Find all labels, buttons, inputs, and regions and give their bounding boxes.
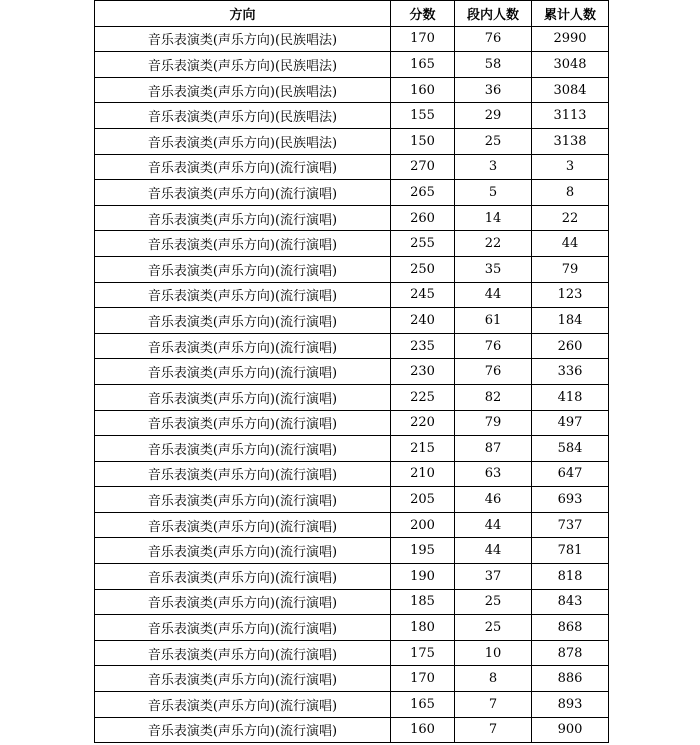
cell-segment-count: 36 — [455, 77, 532, 103]
table-row — [95, 461, 609, 487]
cell-direction: 音乐表演类(声乐方向)(流行演唱) — [95, 308, 391, 334]
cell-segment-count: 7 — [455, 692, 532, 718]
cell-score: 230 — [391, 359, 455, 385]
cell-cumulative-count: 868 — [532, 615, 609, 641]
cell-segment-count: 82 — [455, 384, 532, 410]
cell-cumulative-count: 3084 — [532, 77, 609, 103]
table-row — [95, 615, 609, 641]
cell-score: 190 — [391, 564, 455, 590]
cell-score: 165 — [391, 52, 455, 78]
table-row — [95, 410, 609, 436]
cell-direction: 音乐表演类(声乐方向)(流行演唱) — [95, 333, 391, 359]
cell-segment-count: 87 — [455, 436, 532, 462]
cell-score: 170 — [391, 26, 455, 52]
cell-cumulative-count: 2990 — [532, 26, 609, 52]
cell-cumulative-count: 843 — [532, 589, 609, 615]
cell-direction: 音乐表演类(声乐方向)(流行演唱) — [95, 692, 391, 718]
cell-cumulative-count: 737 — [532, 512, 609, 538]
cell-score: 165 — [391, 692, 455, 718]
cell-segment-count: 25 — [455, 615, 532, 641]
cell-direction: 音乐表演类(声乐方向)(流行演唱) — [95, 564, 391, 590]
table-row — [95, 180, 609, 206]
cell-direction: 音乐表演类(声乐方向)(流行演唱) — [95, 461, 391, 487]
cell-cumulative-count: 818 — [532, 564, 609, 590]
cell-cumulative-count: 3113 — [532, 103, 609, 129]
cell-segment-count: 63 — [455, 461, 532, 487]
cell-cumulative-count: 886 — [532, 666, 609, 692]
cell-segment-count: 44 — [455, 512, 532, 538]
cell-direction: 音乐表演类(声乐方向)(流行演唱) — [95, 640, 391, 666]
cell-direction: 音乐表演类(声乐方向)(流行演唱) — [95, 180, 391, 206]
cell-segment-count: 25 — [455, 128, 532, 154]
cell-direction: 音乐表演类(声乐方向)(民族唱法) — [95, 103, 391, 129]
header-score: 分数 — [391, 1, 455, 27]
table-row — [95, 666, 609, 692]
cell-cumulative-count: 497 — [532, 410, 609, 436]
cell-cumulative-count: 260 — [532, 333, 609, 359]
cell-cumulative-count: 693 — [532, 487, 609, 513]
cell-direction: 音乐表演类(声乐方向)(流行演唱) — [95, 615, 391, 641]
cell-direction: 音乐表演类(声乐方向)(流行演唱) — [95, 717, 391, 743]
cell-segment-count: 46 — [455, 487, 532, 513]
header-direction: 方向 — [95, 1, 391, 27]
table-row — [95, 103, 609, 129]
cell-score: 225 — [391, 384, 455, 410]
table-row — [95, 52, 609, 78]
cell-direction: 音乐表演类(声乐方向)(流行演唱) — [95, 589, 391, 615]
cell-segment-count: 76 — [455, 333, 532, 359]
cell-segment-count: 58 — [455, 52, 532, 78]
cell-direction: 音乐表演类(声乐方向)(流行演唱) — [95, 359, 391, 385]
cell-direction: 音乐表演类(声乐方向)(流行演唱) — [95, 410, 391, 436]
cell-segment-count: 22 — [455, 231, 532, 257]
table-row — [95, 487, 609, 513]
table-row — [95, 436, 609, 462]
cell-cumulative-count: 79 — [532, 256, 609, 282]
cell-direction: 音乐表演类(声乐方向)(流行演唱) — [95, 512, 391, 538]
table-row — [95, 384, 609, 410]
cell-segment-count: 8 — [455, 666, 532, 692]
table-body — [95, 26, 609, 743]
cell-score: 195 — [391, 538, 455, 564]
header-segment-count: 段内人数 — [455, 1, 532, 27]
cell-segment-count: 25 — [455, 589, 532, 615]
cell-score: 260 — [391, 205, 455, 231]
cell-segment-count: 76 — [455, 26, 532, 52]
cell-cumulative-count: 3 — [532, 154, 609, 180]
cell-score: 210 — [391, 461, 455, 487]
table-row — [95, 512, 609, 538]
cell-direction: 音乐表演类(声乐方向)(流行演唱) — [95, 384, 391, 410]
cell-segment-count: 61 — [455, 308, 532, 334]
cell-score: 180 — [391, 615, 455, 641]
table-row — [95, 717, 609, 743]
table-row — [95, 333, 609, 359]
cell-score: 240 — [391, 308, 455, 334]
cell-score: 200 — [391, 512, 455, 538]
cell-segment-count: 44 — [455, 538, 532, 564]
cell-cumulative-count: 44 — [532, 231, 609, 257]
cell-cumulative-count: 123 — [532, 282, 609, 308]
cell-segment-count: 76 — [455, 359, 532, 385]
table-row — [95, 231, 609, 257]
table-row — [95, 26, 609, 52]
cell-segment-count: 35 — [455, 256, 532, 282]
cell-score: 185 — [391, 589, 455, 615]
cell-cumulative-count: 22 — [532, 205, 609, 231]
cell-segment-count: 37 — [455, 564, 532, 590]
cell-score: 175 — [391, 640, 455, 666]
table-row — [95, 640, 609, 666]
cell-cumulative-count: 900 — [532, 717, 609, 743]
table-header — [95, 1, 609, 27]
cell-score: 160 — [391, 77, 455, 103]
cell-cumulative-count: 184 — [532, 308, 609, 334]
table-row — [95, 77, 609, 103]
table-row — [95, 282, 609, 308]
cell-score: 150 — [391, 128, 455, 154]
table-row — [95, 692, 609, 718]
cell-score: 270 — [391, 154, 455, 180]
table-row — [95, 359, 609, 385]
cell-segment-count: 44 — [455, 282, 532, 308]
cell-direction: 音乐表演类(声乐方向)(流行演唱) — [95, 666, 391, 692]
cell-direction: 音乐表演类(声乐方向)(民族唱法) — [95, 128, 391, 154]
cell-score: 205 — [391, 487, 455, 513]
table-row — [95, 564, 609, 590]
cell-segment-count: 7 — [455, 717, 532, 743]
table-row — [95, 308, 609, 334]
cell-segment-count: 10 — [455, 640, 532, 666]
header-row — [95, 1, 609, 27]
cell-direction: 音乐表演类(声乐方向)(民族唱法) — [95, 77, 391, 103]
cell-score: 170 — [391, 666, 455, 692]
cell-segment-count: 3 — [455, 154, 532, 180]
cell-segment-count: 14 — [455, 205, 532, 231]
cell-cumulative-count: 584 — [532, 436, 609, 462]
cell-segment-count: 29 — [455, 103, 532, 129]
cell-direction: 音乐表演类(声乐方向)(流行演唱) — [95, 231, 391, 257]
cell-score: 250 — [391, 256, 455, 282]
cell-score: 265 — [391, 180, 455, 206]
cell-cumulative-count: 3138 — [532, 128, 609, 154]
cell-score: 235 — [391, 333, 455, 359]
cell-cumulative-count: 336 — [532, 359, 609, 385]
cell-direction: 音乐表演类(声乐方向)(流行演唱) — [95, 538, 391, 564]
cell-direction: 音乐表演类(声乐方向)(民族唱法) — [95, 52, 391, 78]
cell-direction: 音乐表演类(声乐方向)(流行演唱) — [95, 256, 391, 282]
cell-cumulative-count: 3048 — [532, 52, 609, 78]
table-row — [95, 205, 609, 231]
cell-direction: 音乐表演类(声乐方向)(流行演唱) — [95, 436, 391, 462]
table-row — [95, 256, 609, 282]
cell-cumulative-count: 893 — [532, 692, 609, 718]
cell-segment-count: 79 — [455, 410, 532, 436]
cell-score: 220 — [391, 410, 455, 436]
cell-score: 155 — [391, 103, 455, 129]
table-row — [95, 128, 609, 154]
cell-score: 245 — [391, 282, 455, 308]
table-row — [95, 589, 609, 615]
cell-segment-count: 5 — [455, 180, 532, 206]
cell-direction: 音乐表演类(声乐方向)(流行演唱) — [95, 282, 391, 308]
cell-score: 255 — [391, 231, 455, 257]
cell-cumulative-count: 418 — [532, 384, 609, 410]
cell-cumulative-count: 878 — [532, 640, 609, 666]
cell-cumulative-count: 781 — [532, 538, 609, 564]
cell-score: 215 — [391, 436, 455, 462]
cell-score: 160 — [391, 717, 455, 743]
table-row — [95, 154, 609, 180]
cell-direction: 音乐表演类(声乐方向)(流行演唱) — [95, 205, 391, 231]
cell-cumulative-count: 647 — [532, 461, 609, 487]
cell-cumulative-count: 8 — [532, 180, 609, 206]
cell-direction: 音乐表演类(声乐方向)(民族唱法) — [95, 26, 391, 52]
cell-direction: 音乐表演类(声乐方向)(流行演唱) — [95, 154, 391, 180]
header-cumulative-count: 累计人数 — [532, 1, 609, 27]
score-table — [94, 0, 609, 743]
table-row — [95, 538, 609, 564]
cell-direction: 音乐表演类(声乐方向)(流行演唱) — [95, 487, 391, 513]
